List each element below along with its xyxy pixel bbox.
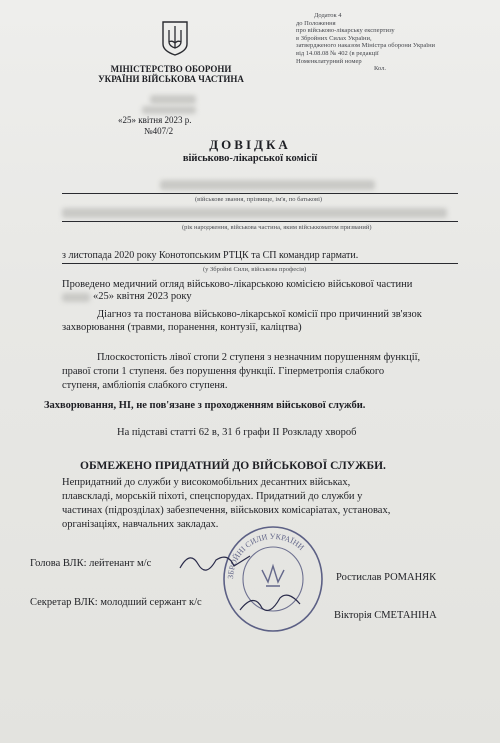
annex-note (296, 12, 486, 73)
caption-name: (військове звання, прізвище, ім'я, по батькові) (195, 196, 323, 203)
annex-line: затвердженого наказом Міністра оборони України (296, 42, 436, 50)
document-title: ДОВІДКА (209, 137, 291, 152)
redacted-unit (62, 293, 90, 302)
annex-line: до Положення (296, 19, 336, 27)
ministry-heading: МІНІСТЕРСТВО ОБОРОНИ УКРАЇНИ ВІЙСЬКОВА ЧАСТИНА (98, 64, 244, 84)
verdict-text: ОБМЕЖЕНО ПРИДАТНИЙ ДО ВІЙСЬКОВОЇ СЛУЖБИ. (80, 460, 386, 472)
redacted-unit-city (142, 106, 196, 114)
secretary-label: Секретар ВЛК: молодший сержант к/с (30, 597, 202, 608)
secretary-signature (236, 588, 306, 618)
document-subtitle: військово-лікарської комісії (182, 153, 318, 164)
birth-underline (62, 221, 458, 222)
disease-statement: Захворювання, НІ, не пов'язане з проходженням військової служби. (44, 400, 366, 411)
redacted-unit-number (150, 95, 196, 104)
called-up-text: з листопада 2020 року Конотопським РТЦК та СП командир гармати. (62, 250, 359, 261)
exam-line-2: «25» квітня 2023 року (93, 291, 192, 302)
document-number: №407/2 (144, 126, 174, 136)
diagnosis-line-1: Діагноз та постанова військово-лікарської комісії про причинний зв'язок (97, 309, 422, 320)
condition-line-2: правої стопи 1 ступеня. без порушення функції. Гіперметропія слабкого (62, 366, 385, 377)
condition-line-3: ступеня, амбліопія слабкого ступеня. (62, 380, 228, 391)
annex-line: Номенклатурний номер (296, 57, 362, 65)
head-label: Голова ВЛК: лейтенант м/с (30, 558, 152, 569)
name-underline (62, 193, 458, 194)
redacted-name (160, 180, 375, 190)
called-up-underline (62, 263, 458, 264)
diagnosis-line-2: захворювання (травми, поранення, контузії, каліцтва) (62, 322, 302, 333)
caption-service: (у Збройні Сили, військова професія) (203, 266, 307, 273)
official-stamp (218, 520, 328, 638)
head-signature (176, 548, 256, 576)
head-name: Ростислав РОМАНЯК (336, 572, 437, 583)
unfit-line-4: організаціях, навчальних закладах. (62, 519, 219, 530)
secretary-name: Вікторія СМЕТАНІНА (334, 610, 437, 621)
annex-line: в Збройних Силах України, (296, 34, 372, 42)
condition-line-1: Плоскостопість лівої стопи 2 ступеня з незначним порушенням функції, (97, 352, 421, 363)
caption-birth: (рік народження, військова частина, яким військкоматом призваний) (182, 224, 372, 231)
coat-of-arms-icon (161, 20, 189, 56)
unfit-line-2: плавскладі, морській піхоті, спецспорудах. Придатний до служби у (62, 491, 363, 502)
annex-line: від 14.08.08 № 402 (в редакції (296, 49, 379, 57)
annex-line: Додаток 4 (314, 12, 342, 19)
redacted-birth-unit (62, 208, 447, 218)
annex-line: про військово-лікарську експертизу (296, 27, 395, 35)
annex-line: Кол. (374, 65, 387, 73)
basis-text: На підставі статті 62 в, 31 б графи II Розкладу хвороб (117, 427, 357, 438)
stamp-text: ЗБРОЙНІ СИЛИ УКРАЇНИ (225, 531, 306, 580)
issue-date: «25» квітня 2023 р. (118, 115, 192, 125)
unfit-line-3: частинах (підрозділах) забезпечення, військових комісаріатах, установах, (62, 505, 391, 516)
unfit-line-1: Непридатний до служби у високомобільних десантних військах, (62, 477, 351, 488)
exam-line-1: Проведено медичний огляд військово-лікарською комісією військової частини (62, 279, 413, 290)
